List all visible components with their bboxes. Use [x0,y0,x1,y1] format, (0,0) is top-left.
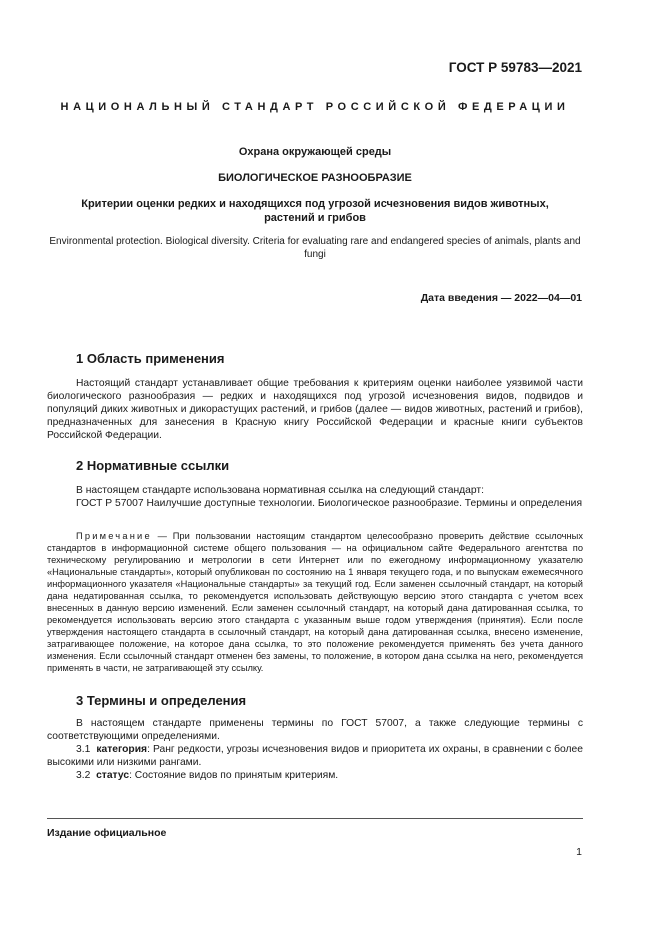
section-2-heading: 2 Нормативные ссылки [76,458,230,473]
title-main: БИОЛОГИЧЕСКОЕ РАЗНООБРАЗИЕ [218,172,412,184]
reference-text: ГОСТ Р 57007 Наилучшие доступные технологии. Биологическое разнообразие. Термины и определения [76,498,583,509]
section-1-text: Настоящий стандарт устанавливает общие требования к критериям оценки наиболее уязвимой части биологического разнообразия — редких и находящихся под угрозой исчезновения видов, подвидов и популяций диких животных и дикорастущих растений, и грибов (далее — видов животных, растений и грибов), предназначенных для занесения в Красную книгу Российской Федерации и красные книги субъектов Российской Федерации. [47,378,583,441]
section-3-heading: 3 Термины и определения [76,693,247,708]
introduction-date: Дата введения — 2022—04—01 [420,292,582,304]
title-english: Environmental protection. Biological diversity. Criteria for evaluating rare and endangered species of animals, plants and fungi [49,236,581,260]
term-3-1-number: 3.1 [76,744,91,755]
section-2-reference [47,497,583,510]
national-standard-banner: НАЦИОНАЛЬНЫЙ СТАНДАРТ РОССИЙСКОЙ ФЕДЕРАЦИИ [60,101,570,113]
section-3-text: В настоящем стандарте применены термины по ГОСТ 57007, а также следующие термины с соответствующими определениями. [47,718,583,742]
gost-code: ГОСТ Р 59783—2021 [448,60,582,75]
section-2-paragraph-1 [47,484,583,497]
term-3-2-term: статус [96,770,130,781]
page-number: 1 [576,846,582,858]
section-2-note [47,530,583,674]
note-text: — При пользовании настоящим стандартом целесообразно проверить действие ссылочных стандартов в информационной системе общего пользования — на официальном сайте Федерального агентства по техническому регулированию и метрологии в сети Интернет или по ежегодному информационному указателю «Национальные стандарты», который опубликован по состоянию на 1 января текущего года, и по выпускам ежемесячного информационного указателя «Национальные стандарты» за текущий год. Если заменен ссылочный стандарт, на который дана недатированная ссылка, то рекомендуется использовать действующую версию этого стандарта с учетом всех внесенных в данную версию изменений. Если заменен ссылочный стандарт, на который дана датированная ссылка, то рекомендуется использовать версию этого стандарта с указанным выше годом утверждения (принятия). Если после утверждения настоящего стандарта в ссылочный стандарт, на который дана датированная ссылка, внесено изменение, затрагивающее положение, на которое дана ссылка, то это положение рекомендуется применять без учета данного изменения. Если ссылочный стандарт отменен без замены, то положение, в котором дана ссылка на него, рекомендуется применять в части, не затрагивающей эту ссылку. [47,531,583,673]
official-edition-label: Издание официальное [47,827,167,839]
term-3-1-term: категория [96,744,148,755]
term-3-1 [47,743,583,769]
section-1-heading: 1 Область применения [76,351,225,366]
footer-divider [47,818,583,819]
title-sub: Критерии оценки редких и находящихся под угрозой исчезновения видов животных, растений и грибов [81,198,549,224]
term-3-2 [47,769,583,782]
section-1-paragraph [47,377,583,442]
term-3-2-number: 3.2 [76,770,91,781]
term-3-2-definition: : Состояние видов по принятым критериям. [129,770,339,781]
note-label: Примечание [76,531,152,541]
term-3-1-definition: : Ранг редкости, угрозы исчезновения видов и приоритета их охраны, в сравнении с более высокими или низкими рангами. [47,744,583,768]
section-3-paragraph [47,717,583,743]
section-2-text-1: В настоящем стандарте использована нормативная ссылка на следующий стандарт: [76,485,484,496]
title-subject: Охрана окружающей среды [238,146,392,158]
